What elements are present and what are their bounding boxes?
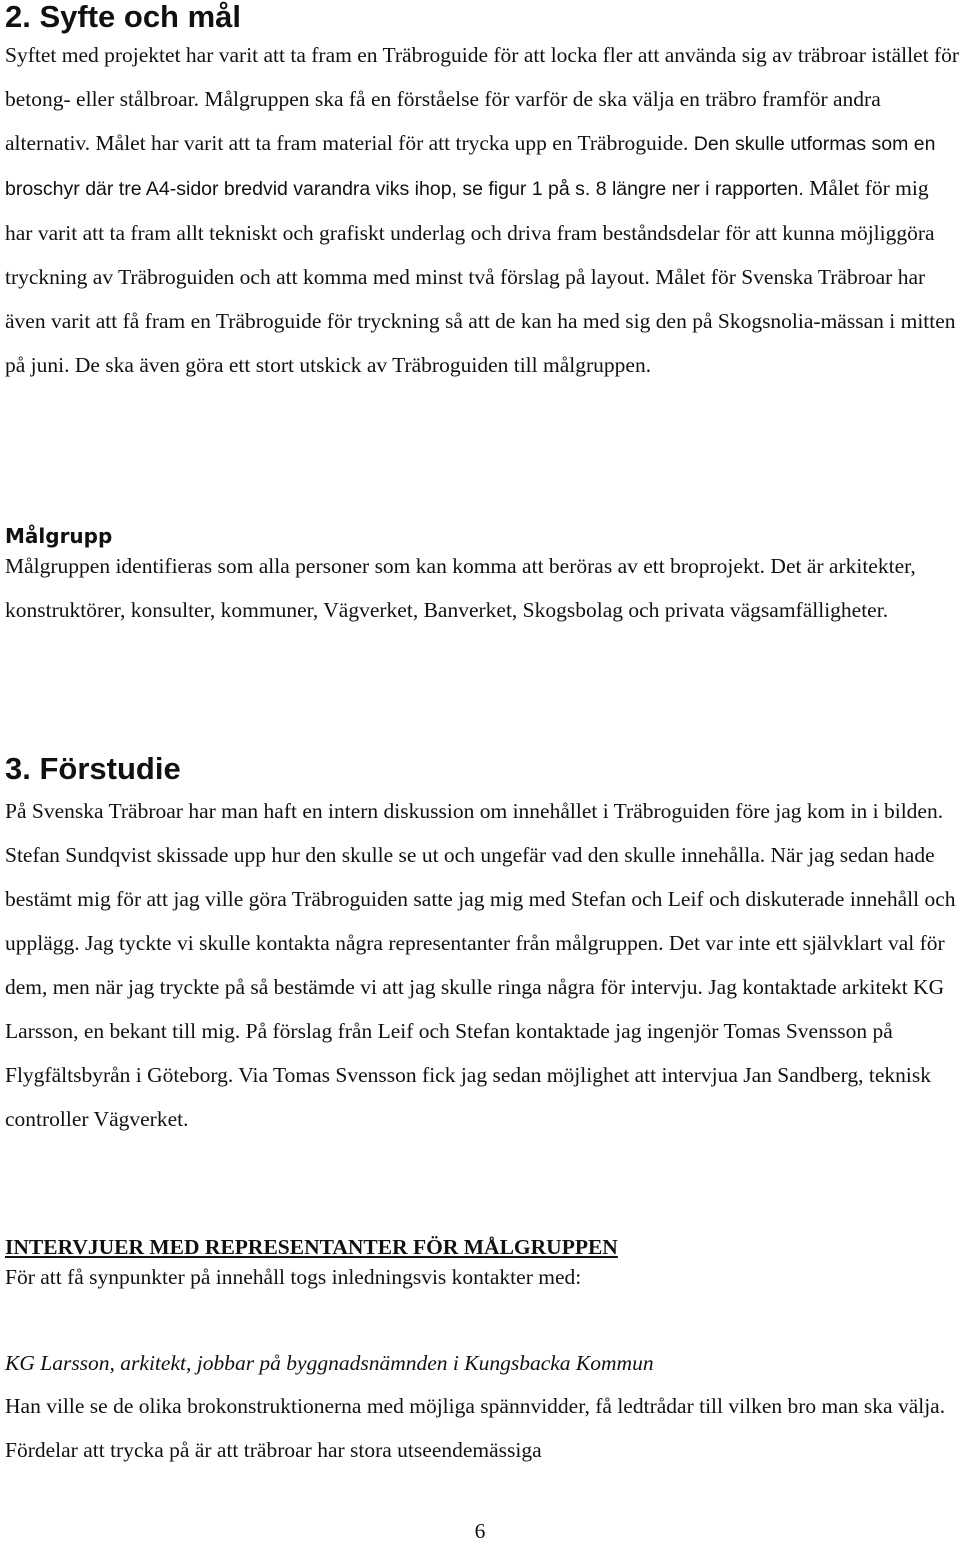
- malgrupp-heading: Målgrupp: [5, 524, 113, 548]
- section-2-heading: 2. Syfte och mål: [5, 0, 242, 34]
- section-3-paragraph: På Svenska Träbroar har man haft en intern diskussion om innehållet i Träbroguiden före jag kom in i bilden. Stefan Sundqvist skissade upp hur den skulle se ut och ungefär vad den skulle innehålla. När jag sedan hade bestämt mig för att jag ville göra Träbroguiden satte jag mig med Stefan och Leif och diskuterade innehåll och upplägg. Jag tyckte vi skulle kontakta några representanter från målgruppen. Det var inte ett självklart val för dem, men när jag tryckte på så bestämde vi att jag skulle ringa några för intervju. Jag kontaktade arkitekt KG Larsson, en bekant till mig. På förslag från Leif och Stefan kontaktade jag ingenjör Tomas Svensson på Flygfältsbyrån i Göteborg. Via Tomas Svensson fick jag sedan möjlighet att intervjua Jan Sandberg, teknisk controller Vägverket.: [5, 799, 956, 1131]
- interviews-heading: INTERVJUER MED REPRESENTANTER FÖR MÅLGRUPPEN: [5, 1235, 618, 1259]
- malgrupp-paragraph: Målgruppen identifieras som alla personer som kan komma att beröras av ett broprojekt. Det är arkitekter, konstruktörer, konsulter, kommuner, Vägverket, Banverket, Skogsbolag och privata vägsamfälligheter.: [5, 554, 916, 622]
- interviews-intro: För att få synpunkter på innehåll togs inledningsvis kontakter med:: [5, 1265, 582, 1289]
- interviewee-name: KG Larsson, arkitekt, jobbar på byggnadsnämnden i Kungsbacka Kommun: [5, 1351, 654, 1375]
- section-2-text-part-2: Den skulle utformas som en broschyr där tre A4-sidor bredvid varandra viks ihop, se figur 1 på s. 8 längre ner i rapporten.: [5, 133, 936, 200]
- section-2-paragraph: [5, 33, 960, 387]
- section-2-text-part-1: Syftet med projektet har varit att ta fram en Träbroguide för att locka fler att använda sig av träbroar istället för betong- eller stålbroar. Målgruppen ska få en förståelse för varför de ska välja en träbro framför andra alternativ. Målet har varit att ta fram material för att trycka upp en Träbroguide.: [5, 43, 960, 155]
- section-3-heading: 3. Förstudie: [5, 751, 181, 786]
- interviewee-paragraph: Han ville se de olika brokonstruktionerna med möjliga spännvidder, få ledtrådar till vilken bro man ska välja. Fördelar att trycka på är att träbroar har stora utseendemässiga: [5, 1394, 946, 1462]
- page-number: 6: [474, 1519, 486, 1543]
- section-2-text-part-3: Målet för mig har varit att ta fram allt tekniskt och grafiskt underlag och driva fram beståndsdelar för att kunna möjliggöra tryckning av Träbroguiden och att komma med minst två förslag på layout. Målet för Svenska Träbroar har även varit att få fram en Träbroguide för tryckning så att de kan ha med sig den på Skogsnolia-mässan i mitten på juni. De ska även göra ett stort utskick av Träbroguiden till målgruppen.: [5, 176, 956, 377]
